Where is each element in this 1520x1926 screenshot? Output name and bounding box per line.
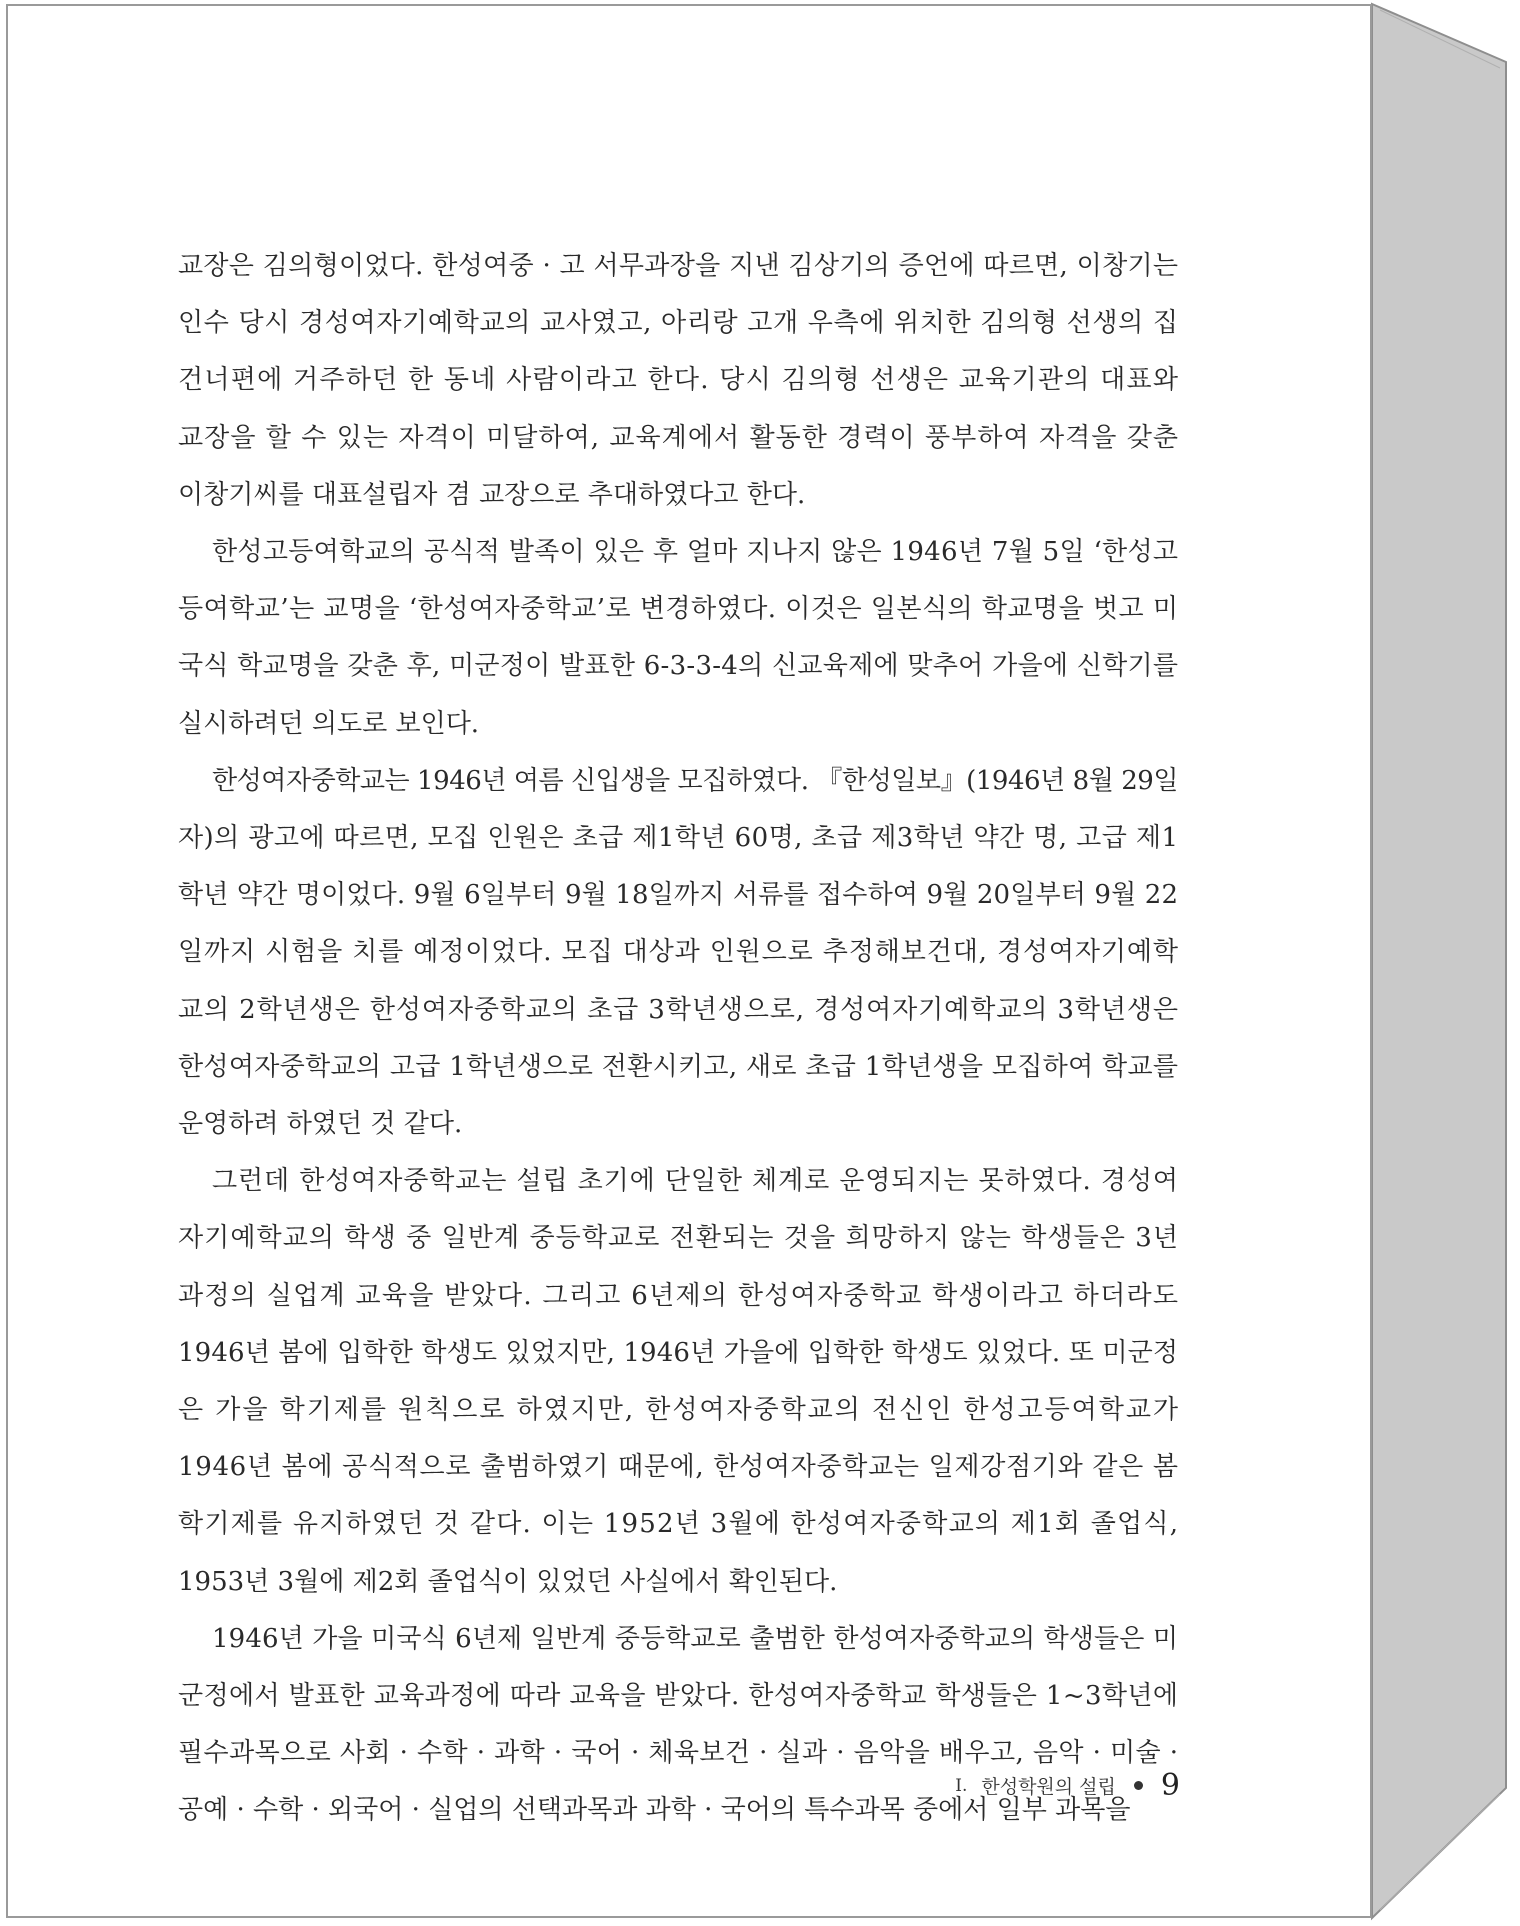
text-line: 필수과목으로 사회 · 수학 · 과학 · 국어 · 체육보건 · 실과 · 음악을 배우고, 음악 · 미술 · [178,1738,1179,1769]
text-line: 등여학교’는 교명을 ‘한성여자중학교’로 변경하였다. 이것은 일본식의 학교명을 벗고 미 [178,594,1179,625]
bullet-separator [1134,1781,1143,1790]
text-line: 운영하려 하였던 것 같다. [178,1109,463,1140]
text-line: 일까지 시험을 치를 예정이었다. 모집 대상과 인원으로 추정해보건대, 경성여자기예학 [178,937,1179,968]
text-line: 그런데 한성여자중학교는 설립 초기에 단일한 체계로 운영되지는 못하였다. 경성여 [212,1166,1179,1197]
paragraph [178,1611,1178,1840]
chapter-title: 한성학원의 설립 [981,1776,1116,1798]
text-line: 자)의 광고에 따르면, 모집 인원은 초급 제1학년 60명, 초급 제3학년 약간 명, 고급 제1 [178,823,1179,854]
text-line: 은 가을 학기제를 원칙으로 하였지만, 한성여자중학교의 전신인 한성고등여학교가 [178,1395,1180,1426]
text-line: 한성여자중학교의 고급 1학년생으로 전환시키고, 새로 초급 1학년생을 모집하여 학교를 [178,1051,1179,1082]
text-line: 교의 2학년생은 한성여자중학교의 초급 3학년생으로, 경성여자기예학교의 3학년생은 [178,994,1179,1025]
text-line: 1946년 가을 미국식 6년제 일반계 중등학교로 출범한 한성여자중학교의 학생들은 미 [212,1623,1179,1654]
paragraph [178,1153,1178,1611]
text-line: 학기제를 유지하였던 것 같다. 이는 1952년 3월에 한성여자중학교의 제1회 졸업식, [178,1509,1180,1540]
text-line: 이창기씨를 대표설립자 겸 교장으로 추대하였다고 한다. [178,479,806,510]
text-line: 1946년 봄에 공식적으로 출범하였기 때문에, 한성여자중학교는 일제강점기와 같은 봄 [178,1452,1179,1483]
text-line: 국식 학교명을 갖춘 후, 미군정이 발표한 6-3-3-4의 신교육제에 맞추어 가을에 신학기를 [178,651,1179,682]
paragraph [178,524,1178,753]
text-line: 1946년 봄에 입학한 학생도 있었지만, 1946년 가을에 입학한 학생도 있었다. 또 미군정 [178,1337,1179,1368]
text-line: 교장은 김의형이었다. 한성여중 · 고 서무과장을 지낸 김상기의 증언에 따르면, 이창기는 [178,251,1179,281]
text-line: 건너편에 거주하던 한 동네 사람이라고 한다. 당시 김의형 선생은 교육기관의 대표와 [178,365,1180,396]
text-line: 인수 당시 경성여자기예학교의 교사였고, 아리랑 고개 우측에 위치한 김의형 선생의 집 [178,308,1179,339]
chapter-numeral: Ⅰ. [955,1775,968,1796]
text-line: 과정의 실업계 교육을 받았다. 그리고 6년제의 한성여자중학교 학생이라고 하더라도 [178,1280,1180,1311]
text-line: 공예 · 수학 · 외국어 · 실업의 선택과목과 과학 · 국어의 특수과목 중에서 일부 과목을 [178,1795,1131,1826]
text-line: 자기예학교의 학생 중 일반계 중등학교로 전환되는 것을 희망하지 않는 학생들은 3년 [178,1223,1180,1254]
text-line: 한성여자중학교는 1946년 여름 신입생을 모집하였다. 『한성일보』(1946년 8월 29일 [212,765,1178,796]
text-line: 한성고등여학교의 공식적 발족이 있은 후 얼마 지나지 않은 1946년 7월 5일 ‘한성고 [212,537,1179,568]
paragraph [178,238,1178,524]
text-line: 실시하려던 의도로 보인다. [178,708,480,739]
body-text [178,238,1178,1840]
paragraph [178,753,1178,1153]
text-line: 군정에서 발표한 교육과정에 따라 교육을 받았다. 한성여자중학교 학생들은 1~3학년에 [178,1681,1179,1712]
text-line: 1953년 3월에 제2회 졸업식이 있었던 사실에서 확인된다. [178,1566,838,1597]
page-number: 9 [1160,1768,1180,1803]
page-footer [955,1768,1180,1803]
text-line: 학년 약간 명이었다. 9월 6일부터 9월 18일까지 서류를 접수하여 9월 20일부터 9월 22 [178,880,1179,911]
text-line: 교장을 할 수 있는 자격이 미달하여, 교육계에서 활동한 경력이 풍부하여 자격을 갖춘 [178,422,1180,453]
